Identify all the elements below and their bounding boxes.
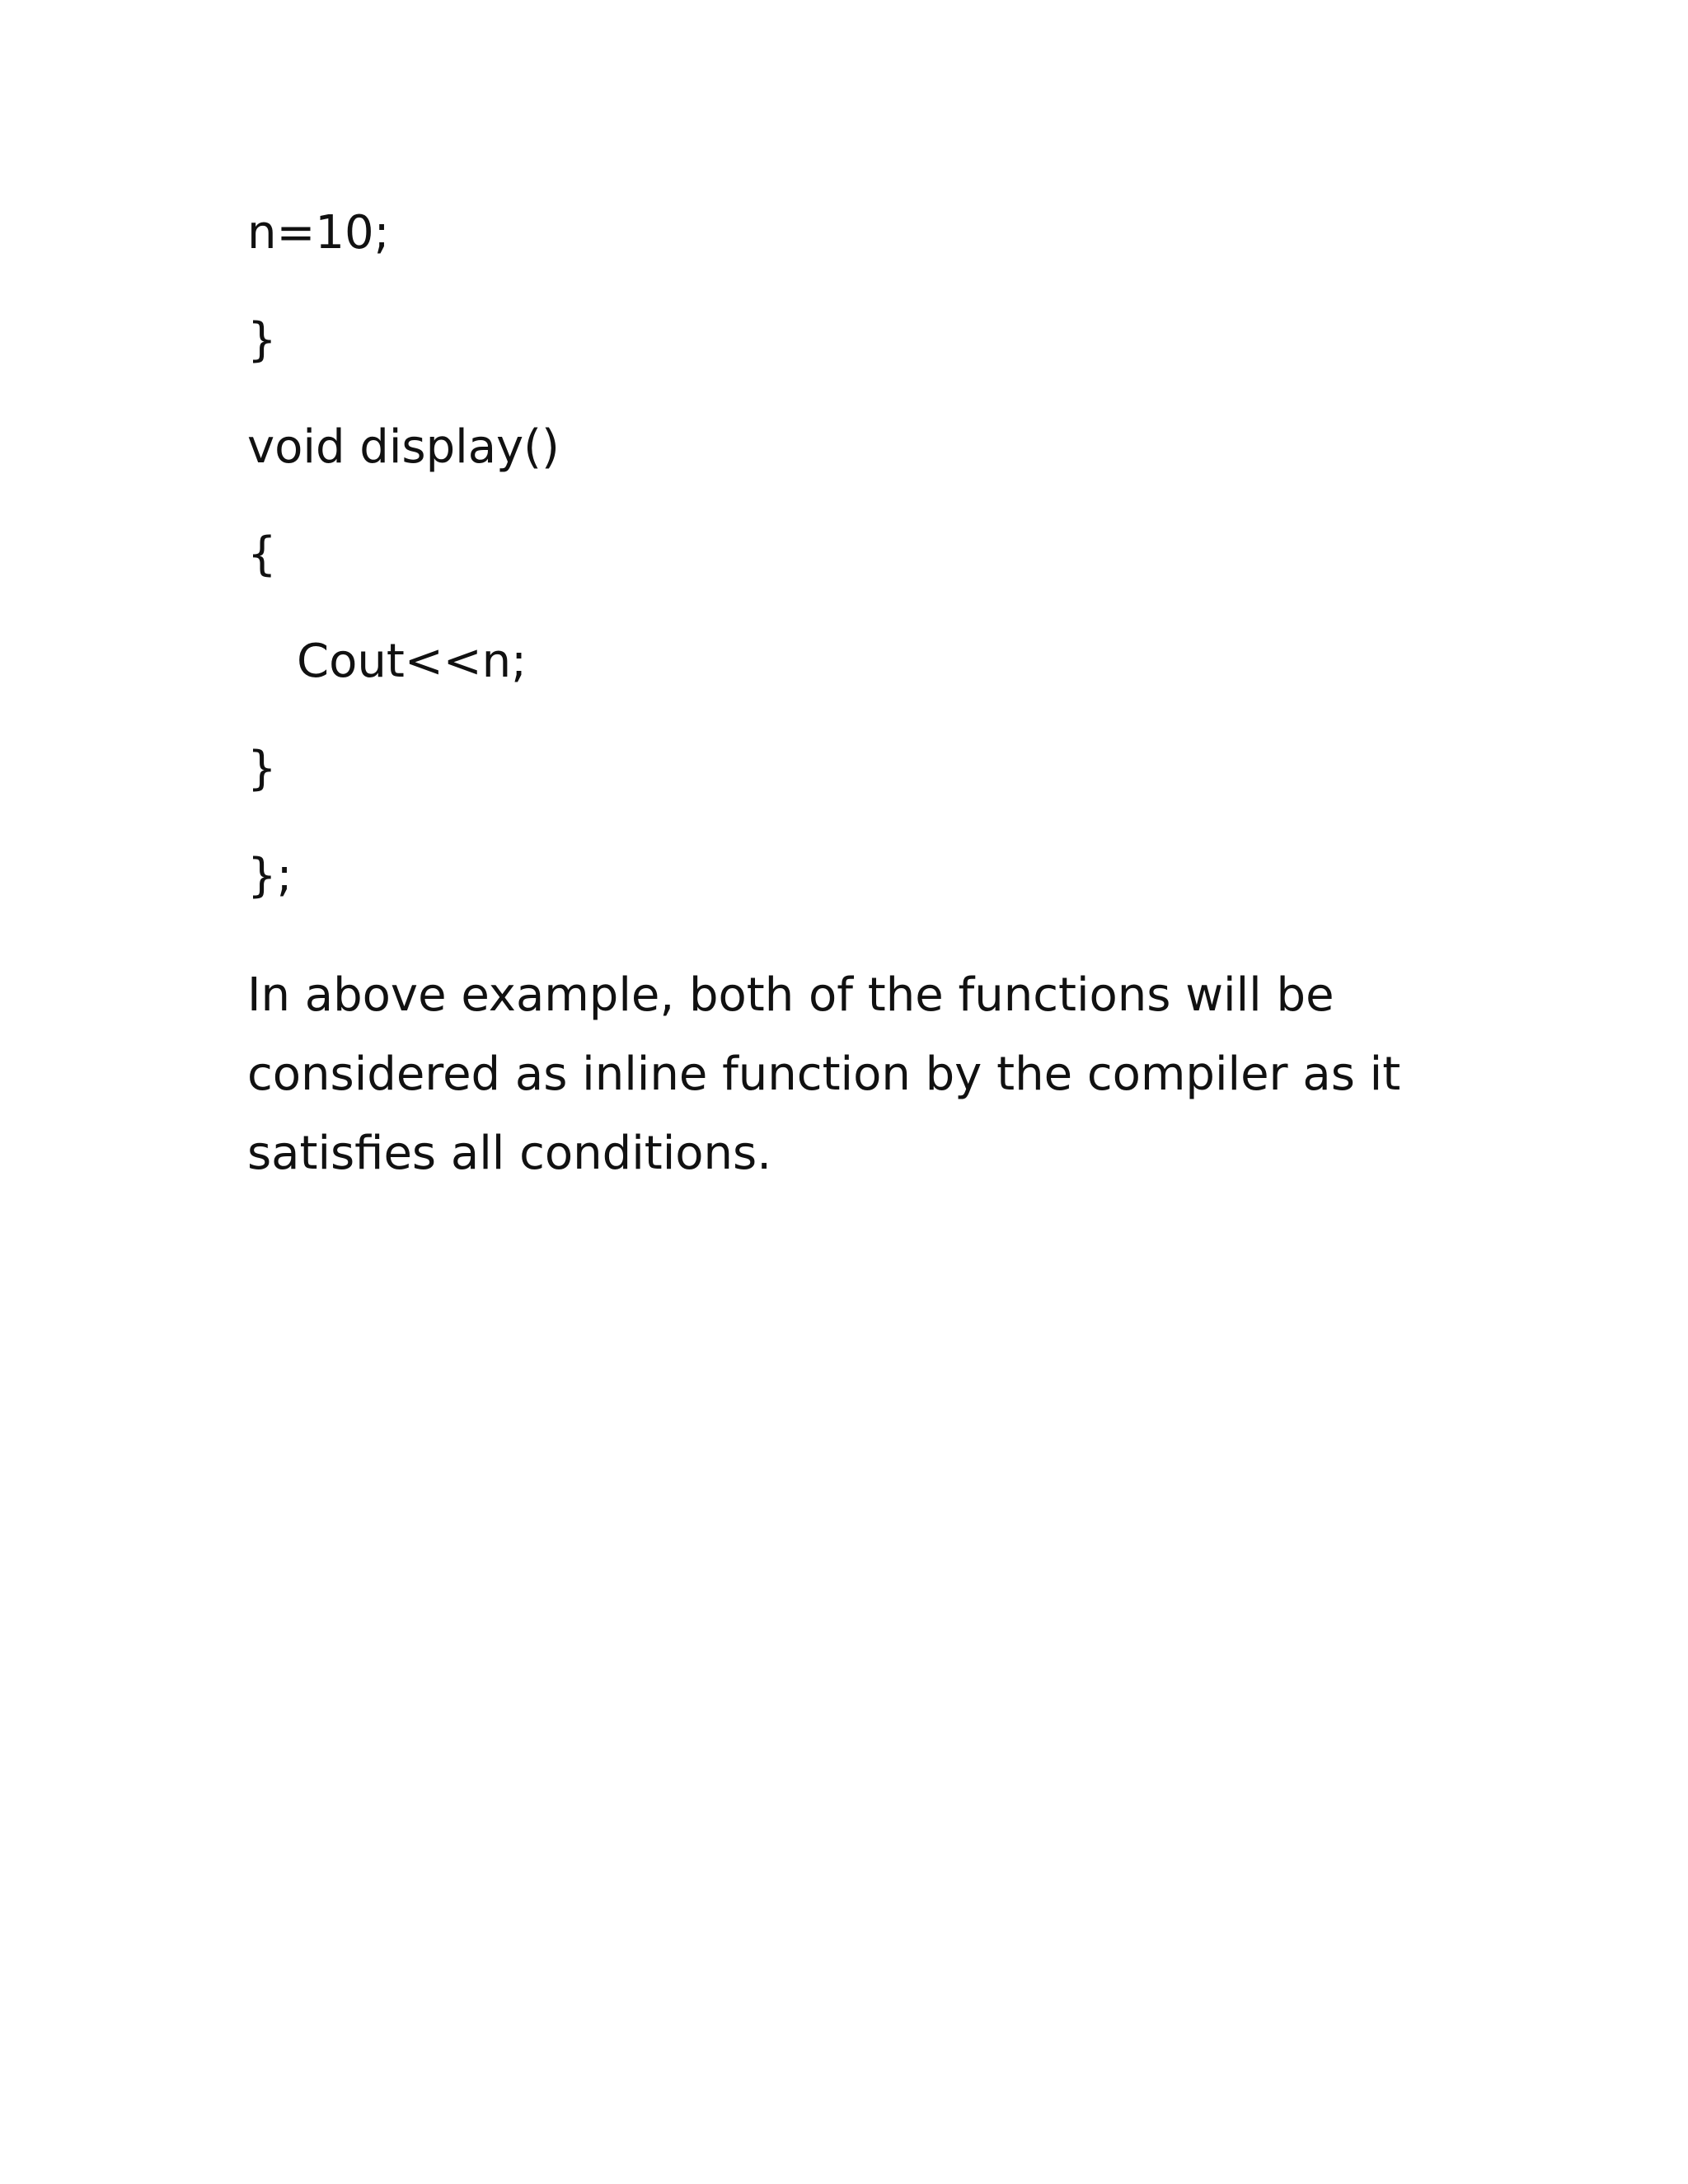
- code-line-1: n=10;: [247, 206, 390, 260]
- code-line-6: }: [247, 742, 277, 795]
- code-line-4: {: [247, 527, 277, 581]
- paragraph-line-1: In above example, both of the functions will be: [247, 968, 1334, 1022]
- code-line-5: Cout<<n;: [297, 635, 528, 688]
- code-line-3: void display(): [247, 420, 560, 474]
- code-line-7: };: [247, 849, 293, 902]
- paragraph-line-3: satisfies all conditions.: [247, 1127, 772, 1180]
- paragraph-line-2: considered as inline function by the compiler as it: [247, 1047, 1401, 1101]
- explanation-paragraph: [247, 956, 1418, 1193]
- code-line-2: }: [247, 313, 277, 367]
